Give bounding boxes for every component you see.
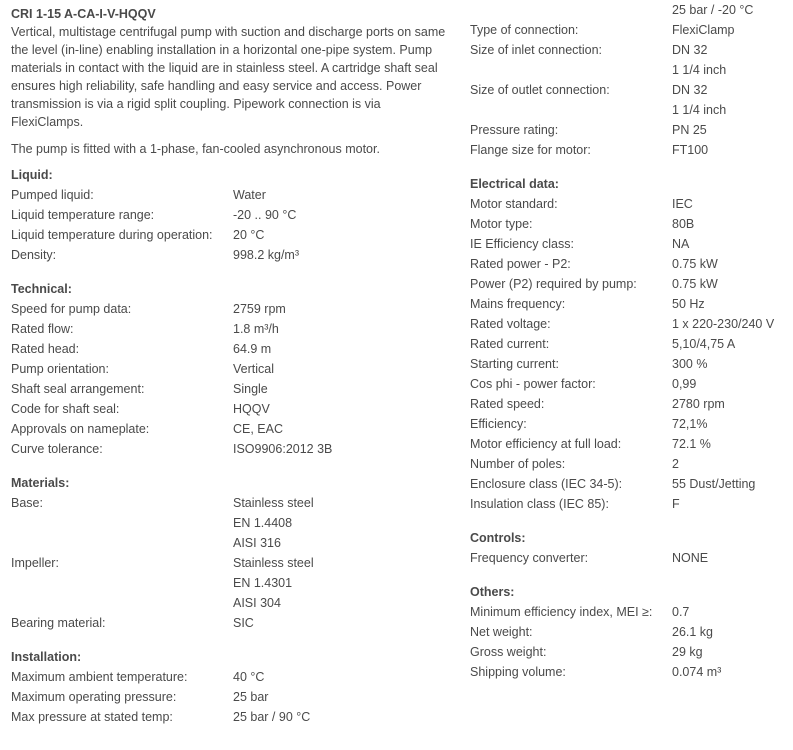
- spec-value: 2759 rpm: [233, 302, 286, 316]
- spec-row: [470, 642, 790, 662]
- spec-row: [470, 662, 790, 682]
- spec-row: [470, 274, 790, 294]
- spec-label: Efficiency:: [470, 417, 527, 431]
- spec-row: [470, 414, 790, 434]
- spec-values: [233, 399, 270, 419]
- section-heading: Others:: [470, 585, 515, 599]
- spec-row: [11, 553, 451, 613]
- spec-value: 80B: [672, 217, 695, 231]
- spec-label: Rated speed:: [470, 397, 545, 411]
- spec-row: [470, 548, 790, 568]
- spec-label: Rated head:: [11, 342, 80, 356]
- spec-row: [11, 439, 451, 459]
- spec-values: [233, 205, 296, 225]
- spec-values: [672, 622, 713, 642]
- section-heading: Controls:: [470, 531, 526, 545]
- spec-label: IE Efficiency class:: [470, 237, 574, 251]
- spec-row: [11, 299, 451, 319]
- spec-row: [470, 314, 790, 334]
- spec-row: [470, 214, 790, 234]
- spec-value: ISO9906:2012 3B: [233, 442, 333, 456]
- spec-value: 0.7: [672, 605, 690, 619]
- spec-value: FT100: [672, 143, 709, 157]
- section-technical: [11, 279, 451, 459]
- spec-label: Bearing material:: [11, 616, 106, 630]
- spec-values: [233, 613, 254, 633]
- spec-value: Stainless steel: [233, 496, 314, 510]
- spec-row: [470, 20, 790, 40]
- spec-value: 50 Hz: [672, 297, 705, 311]
- spec-values: [672, 120, 707, 140]
- spec-row: [11, 245, 451, 265]
- spec-label: Insulation class (IEC 85):: [470, 497, 609, 511]
- spec-label: Cos phi - power factor:: [470, 377, 596, 391]
- spec-values: [233, 687, 268, 707]
- spec-values: [233, 185, 266, 205]
- spec-label: Enclosure class (IEC 34-5):: [470, 477, 623, 491]
- spec-label: Rated current:: [470, 337, 550, 351]
- spec-row: [11, 419, 451, 439]
- spec-label: Net weight:: [470, 625, 533, 639]
- spec-value: 40 °C: [233, 670, 265, 684]
- spec-value: 0,99: [672, 377, 697, 391]
- spec-label: Speed for pump data:: [11, 302, 132, 316]
- spec-label: Gross weight:: [470, 645, 547, 659]
- spec-row: [470, 334, 790, 354]
- left-column: [11, 0, 451, 727]
- spec-row: [11, 707, 451, 727]
- spec-values: [672, 254, 718, 274]
- motor-note: The pump is fitted with a 1-phase, fan-cooled asynchronous motor.: [11, 142, 380, 156]
- spec-values: [672, 494, 680, 514]
- spec-values: [233, 707, 310, 727]
- spec-label: Size of inlet connection:: [470, 43, 603, 57]
- spec-values: [672, 214, 694, 234]
- spec-label: Power (P2) required by pump:: [470, 277, 637, 291]
- spec-values: [672, 374, 696, 394]
- section-others: [470, 582, 790, 682]
- spec-value: 0.75 kW: [672, 277, 718, 291]
- section-installation: [11, 647, 451, 727]
- spec-label: Pump orientation:: [11, 362, 109, 376]
- spec-row: [11, 667, 451, 687]
- spec-value: 29 kg: [672, 645, 703, 659]
- spec-row: [11, 225, 451, 245]
- spec-value: 300 %: [672, 357, 708, 371]
- spec-value: CE, EAC: [233, 422, 284, 436]
- spec-row: [470, 394, 790, 414]
- left-sections: [11, 165, 451, 727]
- spec-value: 1 1/4 inch: [672, 63, 727, 77]
- spec-label: Size of outlet connection:: [470, 83, 610, 97]
- spec-label: Code for shaft seal:: [11, 402, 120, 416]
- spec-value: HQQV: [233, 402, 270, 416]
- spec-values: [672, 454, 679, 474]
- spec-label: Liquid temperature during operation:: [11, 228, 213, 242]
- section-heading: Electrical data:: [470, 177, 559, 191]
- spec-row: [11, 185, 451, 205]
- spec-values: [672, 474, 755, 494]
- spec-row: [470, 234, 790, 254]
- spec-value: AISI 304: [233, 596, 281, 610]
- spec-values: [672, 414, 707, 434]
- spec-value: -20 .. 90 °C: [233, 208, 297, 222]
- section-heading: Installation:: [11, 650, 82, 664]
- spec-row: [11, 205, 451, 225]
- spec-row: [470, 602, 790, 622]
- spec-values: [233, 245, 299, 265]
- spec-label: Pumped liquid:: [11, 188, 94, 202]
- spec-value: EN 1.4301: [233, 576, 293, 590]
- spec-values: [233, 493, 314, 553]
- spec-label: Rated flow:: [11, 322, 74, 336]
- spec-label: Maximum operating pressure:: [11, 690, 177, 704]
- spec-value: 2780 rpm: [672, 397, 725, 411]
- spec-label: Type of connection:: [470, 23, 579, 37]
- spec-value: 26.1 kg: [672, 625, 714, 639]
- spec-value: 1 x 220-230/240 V: [672, 317, 775, 331]
- spec-label: Rated power - P2:: [470, 257, 571, 271]
- spec-values: [672, 354, 707, 374]
- spec-values: [672, 140, 708, 160]
- spec-values: [672, 294, 705, 314]
- section-heading: Materials:: [11, 476, 70, 490]
- spec-values: [233, 553, 314, 613]
- spec-values: [233, 667, 264, 687]
- spec-row: [470, 140, 790, 160]
- spec-value: EN 1.4408: [233, 516, 293, 530]
- spec-values: [672, 642, 703, 662]
- spec-label: Mains frequency:: [470, 297, 566, 311]
- spec-values: [672, 394, 725, 414]
- section-heading: Liquid:: [11, 168, 53, 182]
- spec-value: Single: [233, 382, 268, 396]
- spec-value: NONE: [672, 551, 709, 565]
- spec-row: [470, 622, 790, 642]
- spec-values: [672, 80, 726, 120]
- product-description: Vertical, multistage centrifugal pump with suction and discharge ports on same the level (in-line) enabling installation in a horizontal one-pipe system. Pump materials in contact with the liquid are in stainless steel. A cartridge shaft seal ensures high reliability, safe handling and easy service and access. Power transmission is via a rigid split coupling. Pipework connection is via FlexiClamps.: [11, 25, 446, 129]
- spec-values: [233, 359, 274, 379]
- spec-label: Density:: [11, 248, 57, 262]
- spec-row: [11, 379, 451, 399]
- spec-value: 5,10/4,75 A: [672, 337, 736, 351]
- spec-values: [233, 319, 279, 339]
- spec-values: [672, 434, 711, 454]
- spec-values: [672, 334, 735, 354]
- spec-value: AISI 316: [233, 536, 281, 550]
- spec-values: [233, 299, 286, 319]
- spec-label: Number of poles:: [470, 457, 566, 471]
- spec-value: Water: [233, 188, 266, 202]
- spec-value: FlexiClamp: [672, 23, 735, 37]
- spec-label: Base:: [11, 496, 43, 510]
- spec-values: [672, 234, 689, 254]
- spec-value: 72,1%: [672, 417, 708, 431]
- spec-value: 25 bar / -20 °C: [672, 3, 754, 17]
- spec-label: Pressure rating:: [470, 123, 559, 137]
- spec-values: [233, 339, 271, 359]
- spec-value: 25 bar / 90 °C: [233, 710, 311, 724]
- spec-values: [672, 548, 708, 568]
- spec-row: [11, 399, 451, 419]
- spec-value: Vertical: [233, 362, 274, 376]
- spec-label: Motor efficiency at full load:: [470, 437, 622, 451]
- spec-row: [470, 354, 790, 374]
- spec-values: [672, 194, 693, 214]
- spec-label: Motor standard:: [470, 197, 558, 211]
- spec-label: Motor type:: [470, 217, 533, 231]
- spec-row: [470, 474, 790, 494]
- spec-label: Liquid temperature range:: [11, 208, 155, 222]
- spec-value: F: [672, 497, 680, 511]
- spec-value: 64.9 m: [233, 342, 272, 356]
- spec-row: [470, 40, 790, 80]
- spec-value: 2: [672, 457, 679, 471]
- spec-row: [470, 120, 790, 140]
- spec-values: [672, 314, 774, 334]
- spec-label: Frequency converter:: [470, 551, 589, 565]
- spec-values: [233, 379, 268, 399]
- spec-row: [470, 454, 790, 474]
- spec-label: Curve tolerance:: [11, 442, 103, 456]
- spec-row: [470, 374, 790, 394]
- spec-values: [233, 419, 283, 439]
- spec-label: Starting current:: [470, 357, 559, 371]
- spec-row: [470, 80, 790, 120]
- spec-value: 72.1 %: [672, 437, 711, 451]
- product-title: CRI 1-15 A-CA-I-V-HQQV: [11, 7, 156, 21]
- spec-values: [672, 40, 726, 80]
- spec-value: 1 1/4 inch: [672, 103, 727, 117]
- spec-values: [672, 274, 718, 294]
- section-materials: [11, 473, 451, 633]
- spec-row: [11, 613, 451, 633]
- section-heading: Technical:: [11, 282, 72, 296]
- spec-row: [11, 493, 451, 553]
- spec-label: [470, 0, 672, 20]
- spec-value: NA: [672, 237, 690, 251]
- section-liquid: [11, 165, 451, 265]
- spec-values: [672, 0, 753, 20]
- spec-values: [672, 662, 721, 682]
- spec-label: Max pressure at stated temp:: [11, 710, 173, 724]
- spec-label: Maximum ambient temperature:: [11, 670, 188, 684]
- spec-value: 0.75 kW: [672, 257, 718, 271]
- section-electrical-data: [470, 174, 790, 514]
- spec-label: Shaft seal arrangement:: [11, 382, 145, 396]
- spec-row: [470, 434, 790, 454]
- spec-value: 55 Dust/Jetting: [672, 477, 756, 491]
- spec-value: 0.074 m³: [672, 665, 722, 679]
- spec-row: [470, 194, 790, 214]
- spec-value: 998.2 kg/m³: [233, 248, 300, 262]
- spec-value: PN 25: [672, 123, 707, 137]
- spec-value: 1.8 m³/h: [233, 322, 279, 336]
- spec-row: [470, 0, 790, 20]
- right-sections: [470, 0, 790, 682]
- section-continued: [470, 0, 790, 160]
- spec-label: Impeller:: [11, 556, 59, 570]
- spec-values: [672, 602, 689, 622]
- spec-label: Shipping volume:: [470, 665, 566, 679]
- spec-row: [11, 359, 451, 379]
- spec-values: [233, 225, 264, 245]
- spec-value: DN 32: [672, 43, 708, 57]
- spec-label: Flange size for motor:: [470, 143, 591, 157]
- spec-label: Minimum efficiency index, MEI ≥:: [470, 605, 653, 619]
- spec-values: [233, 439, 332, 459]
- spec-row: [11, 339, 451, 359]
- spec-label: Approvals on nameplate:: [11, 422, 150, 436]
- spec-row: [11, 687, 451, 707]
- right-column: [470, 0, 790, 682]
- spec-value: DN 32: [672, 83, 708, 97]
- spec-values: [672, 20, 735, 40]
- spec-value: 20 °C: [233, 228, 265, 242]
- spec-value: SIC: [233, 616, 254, 630]
- spec-row: [470, 294, 790, 314]
- spec-value: Stainless steel: [233, 556, 314, 570]
- section-controls: [470, 528, 790, 568]
- spec-value: IEC: [672, 197, 693, 211]
- spec-row: [470, 494, 790, 514]
- spec-row: [11, 319, 451, 339]
- spec-value: 25 bar: [233, 690, 269, 704]
- spec-label: Rated voltage:: [470, 317, 551, 331]
- spec-row: [470, 254, 790, 274]
